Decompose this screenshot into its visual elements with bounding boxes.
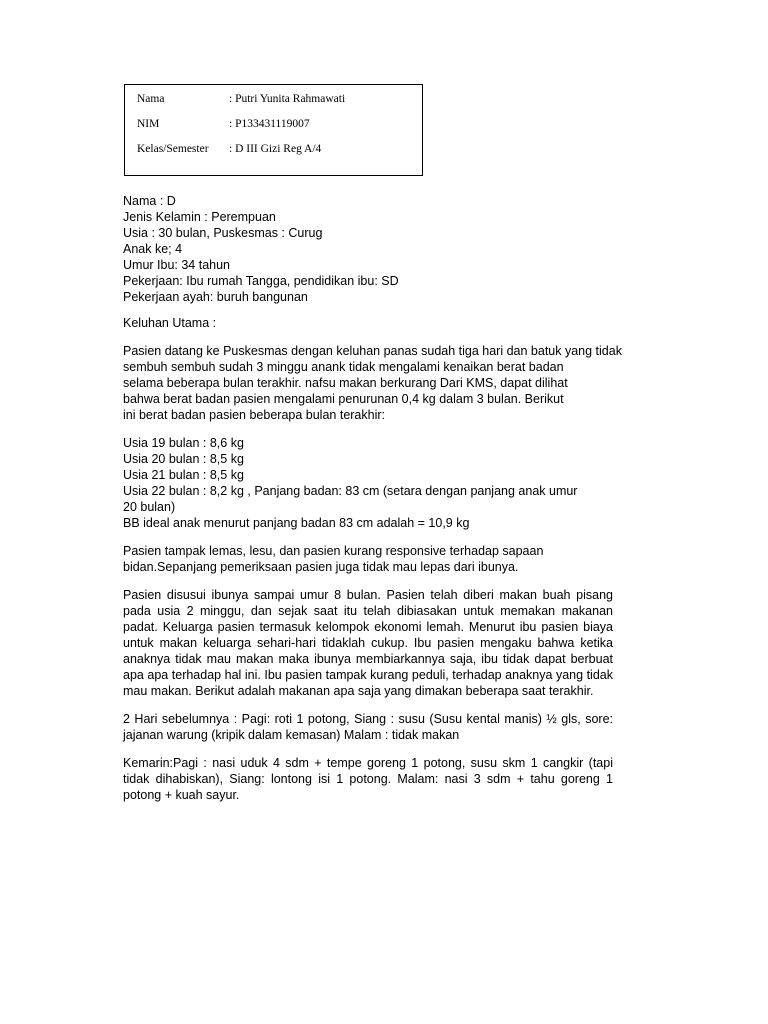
weight-line: Usia 20 bulan : 8,5 kg xyxy=(123,452,244,466)
diet-two-days-ago-paragraph: 2 Hari sebelumnya : Pagi: roti 1 potong, Siang : susu (Susu kental manis) ½ gls, sore: jajanan warung (kripik dalam kemasan) Malam : tidak makan xyxy=(123,712,613,742)
weight-line: 20 bulan) xyxy=(123,500,176,514)
condition-paragraph xyxy=(123,543,613,575)
patient-line: Umur Ibu: 34 tahun xyxy=(123,258,231,272)
patient-line: Anak ke; 4 xyxy=(123,242,183,256)
student-identity-box xyxy=(124,84,423,176)
identity-label: Nama xyxy=(137,93,165,105)
weight-line: Usia 21 bulan : 8,5 kg xyxy=(123,468,244,482)
complaint-paragraph xyxy=(123,343,622,423)
paragraph-line: bahwa berat badan pasien mengalami penurunan 0,4 kg dalam 3 bulan. Berikut xyxy=(123,392,564,406)
identity-label: NIM xyxy=(137,118,160,130)
case-document-body xyxy=(123,193,622,803)
paragraph-line: bidan.Sepanjang pemeriksaan pasien juga tidak mau lepas dari ibunya. xyxy=(123,560,519,574)
paragraph-line: Pasien datang ke Puskesmas dengan keluhan panas sudah tiga hari dan batuk yang tidak xyxy=(123,344,622,358)
identity-value: : D III Gizi Reg A/4 xyxy=(229,143,322,155)
patient-info xyxy=(123,193,613,305)
patient-line: Pekerjaan: Ibu rumah Tangga, pendidikan ibu: SD xyxy=(123,274,399,288)
identity-value: : P133431119007 xyxy=(229,118,310,130)
paragraph-line: selama beberapa bulan terakhir. nafsu makan berkurang Dari KMS, dapat dilihat xyxy=(123,376,568,390)
patient-line: Pekerjaan ayah: buruh bangunan xyxy=(123,290,308,304)
section-heading-keluhan: Keluhan Utama : xyxy=(123,316,217,330)
weight-line: Usia 19 bulan : 8,6 kg xyxy=(123,436,244,450)
ideal-weight-line: BB ideal anak menurut panjang badan 83 cm adalah = 10,9 kg xyxy=(123,516,470,530)
weight-line: Usia 22 bulan : 8,2 kg , Panjang badan: 83 cm (setara dengan panjang anak umur xyxy=(123,484,578,498)
diet-yesterday-paragraph: Kemarin:Pagi : nasi uduk 4 sdm + tempe goreng 1 potong, susu skm 1 cangkir (tapi tidak dihabiskan), Siang: lontong isi 1 potong. Malam: nasi 3 sdm + tahu goreng 1 potong + kuah sayur. xyxy=(123,756,613,802)
paragraph-line: ini berat badan pasien beberapa bulan terakhir: xyxy=(123,408,385,422)
paragraph-line: Pasien tampak lemas, lesu, dan pasien kurang responsive terhadap sapaan xyxy=(123,544,544,558)
patient-line: Nama : D xyxy=(123,194,176,208)
feeding-history-paragraph: Pasien disusui ibunya sampai umur 8 bulan. Pasien telah diberi makan buah pisang pada usia 2 minggu, dan sejak saat itu telah dibiasakan untuk memakan makanan padat. Keluarga pasien termasuk kelompok ekonomi lemah. Menurut ibu pasien biaya untuk makan keluarga sehari-hari tidaklah cukup. Ibu pasien mengaku bahwa ketika anaknya tidak mau makan maka ibunya membiarkannya saja, ibu tidak dapat berbuat apa apa terhadap hal ini. Ibu pasien tampak kurang peduli, terhadap anaknya yang tidak mau makan. Berikut adalah makanan apa saja yang dimakan beberapa saat terakhir. xyxy=(123,588,613,698)
patient-line: Jenis Kelamin : Perempuan xyxy=(123,210,276,224)
paragraph-line: sembuh sembuh sudah 3 minggu anank tidak mengalami kenaikan berat badan xyxy=(123,360,564,374)
identity-label: Kelas/Semester xyxy=(137,143,209,155)
patient-line: Usia : 30 bulan, Puskesmas : Curug xyxy=(123,226,323,240)
weight-history-list xyxy=(123,435,613,531)
identity-value: : Putri Yunita Rahmawati xyxy=(229,93,346,105)
